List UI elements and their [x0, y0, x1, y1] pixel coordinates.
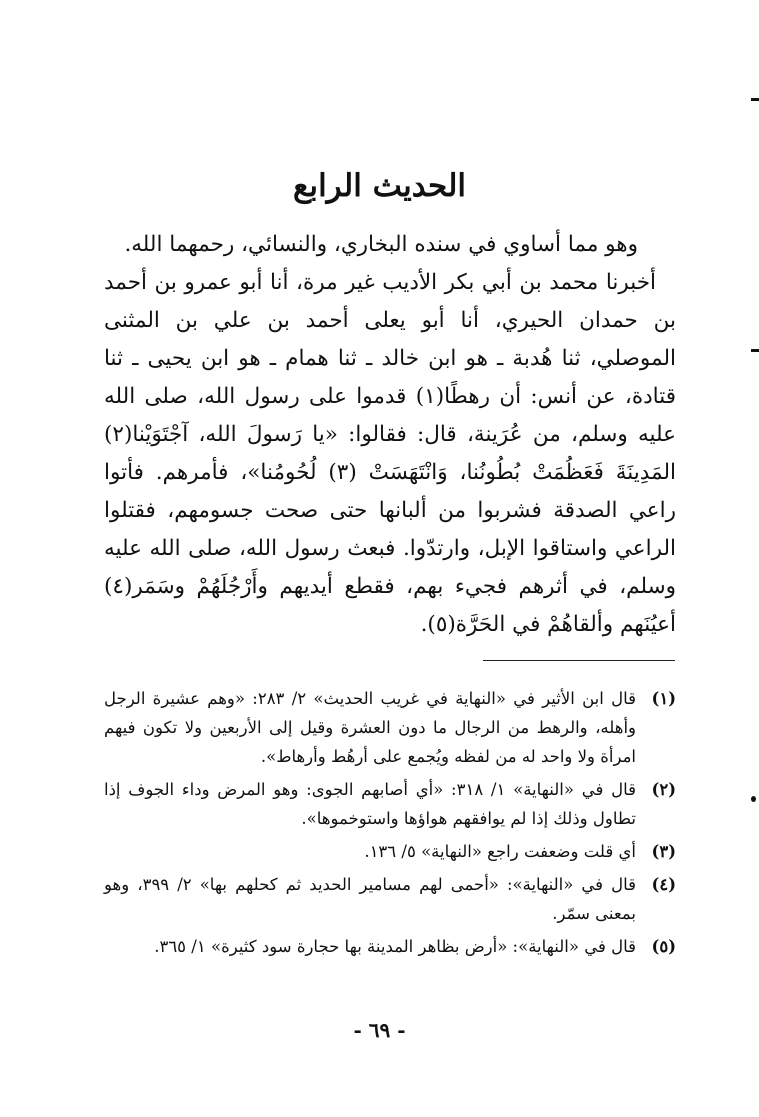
main-text	[104, 226, 676, 644]
footnote-number: (٢)	[651, 780, 676, 799]
scan-edge-mark	[751, 98, 759, 101]
chapter-title: الحديث الرابع	[292, 168, 467, 204]
page-number: - ٦٩ -	[353, 1018, 406, 1042]
footnote-item	[104, 870, 676, 928]
footnote-number: (٥)	[651, 937, 676, 956]
footnote-item	[104, 684, 676, 771]
footnote-number: (٤)	[651, 875, 676, 894]
footnote-divider	[483, 660, 675, 661]
footnote-text: قال في «النهاية» ١/ ٣١٨: «أي أصابهم الجوى: وهو المرض وداء الجوف إذا تطاول وذلك إذا لم يوافقهم هواؤها واستوخموها».	[104, 780, 636, 828]
footnote-number: (١)	[651, 689, 676, 708]
paragraph-hadith: أخبرنا محمد بن أبي بكر الأديب غير مرة، أنا أبو عمرو بن أحمد بن حمدان الحيري، أنا أبو يعلى أحمد بن علي بن المثنى الموصلي، ثنا هُدبة ـ هو ابن خالد ـ ثنا همام ـ هو ابن يحيى ـ ثنا قتادة، عن أنس: أن رهطًا(١) قدموا على رسول الله، صلى الله عليه وسلم، من عُرَينة، قال: فقالوا: «يا رَسولَ الله، آجْتَوَيْنا(٢) المَدِينَةَ فَعَظُمَتْ بُطُونُنا، وَانْتَهَسَتْ (٣) لُحُومُنا»، فأمرهم. فأتوا راعي الصدقة فشربوا من ألبانها حتى صحت جسومهم، فقتلوا الراعي واستاقوا الإبل، وارتدّوا. فبعث رسول الله، صلى الله عليه وسلم، في أثرهم فجيء بهم، فقطع أيديهم وأَرْجُلَهُمْ وسَمَر(٤) أعيُنَهم وألقاهُمْ في الحَرَّة(٥).	[104, 270, 677, 637]
scan-edge-mark	[751, 349, 759, 352]
footnotes	[104, 684, 676, 965]
paragraph-intro: وهو مما أساوي في سنده البخاري، والنسائي، رحمهما الله.	[124, 232, 638, 257]
footnote-text: أي قلت وضعفت راجع «النهاية» ٥/ ١٣٦.	[364, 842, 636, 861]
footnote-item	[104, 837, 676, 866]
footnote-text: قال في «النهاية»: «أحمى لهم مسامير الحديد ثم كحلهم بها» ٢/ ٣٩٩، وهو بمعنى سمّر.	[104, 875, 636, 923]
footnote-text: قال ابن الأثير في «النهاية في غريب الحديث» ٢/ ٢٨٣: «وهم عشيرة الرجل وأهله، والرهط من الرجال ما دون العشرة وقيل إلى الأربعين ولا تكون فيهم امرأة ولا واحد له من لفظه ويُجمع على أرهُط وأرهاط».	[104, 689, 636, 766]
scan-edge-mark	[751, 796, 756, 802]
footnote-number: (٣)	[651, 842, 676, 861]
footnote-text: قال في «النهاية»: «أرض بظاهر المدينة بها حجارة سود كثيرة» ١/ ٣٦٥.	[154, 937, 636, 956]
footnote-item	[104, 775, 676, 833]
footnote-item	[104, 932, 676, 961]
